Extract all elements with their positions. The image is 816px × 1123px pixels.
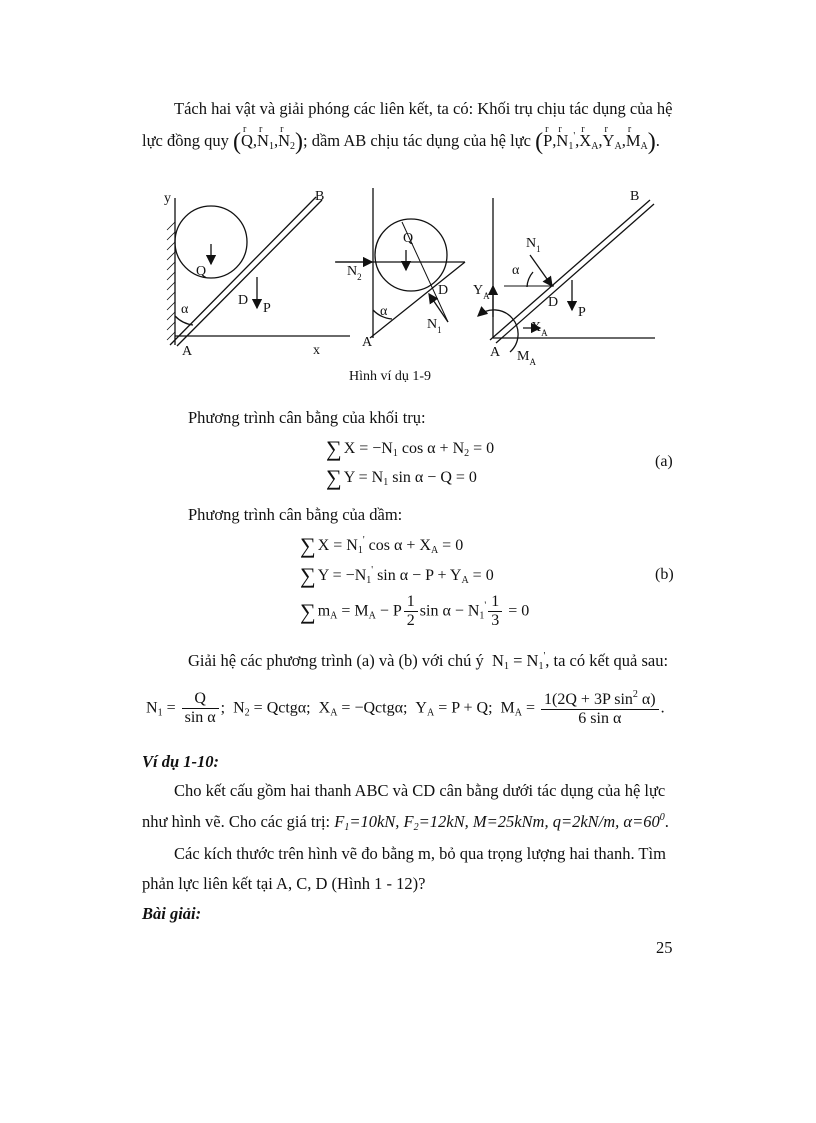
label-YA-right: $Y_A$ xyxy=(473,283,490,301)
label-alpha-mid: α xyxy=(380,304,388,319)
label-B-left: B xyxy=(315,189,325,204)
solution-title: Bài giải: xyxy=(142,904,202,923)
label-P-right: P xyxy=(578,305,586,320)
cylinder-equations-title: Phương trình cân bằng của khối trụ: xyxy=(188,408,426,427)
label-y: y xyxy=(164,191,171,206)
figure-left xyxy=(167,197,350,346)
text-concurrent-system: lực đồng quy xyxy=(142,131,229,150)
paragraph-intro-line1: Tách hai vật và giải phóng các liên kết, ta có: Khối trụ chịu tác dụng của hệ xyxy=(174,99,673,118)
equation-label-b: (b) xyxy=(655,566,674,583)
example-line3: Các kích thước trên hình vẽ đo bằng m, bỏ qua trọng lượng hai thanh. Tìm xyxy=(174,844,666,863)
text-beam-system: ; dầm AB chịu tác dụng của hệ lực xyxy=(303,131,531,150)
solve-line: Giải hệ các phương trình (a) và (b) với chú ý $N_1 = N_1'$, ta có kết quả sau: xyxy=(188,651,669,672)
label-N1-mid: $N_1$ xyxy=(427,317,442,335)
page-number: 25 xyxy=(656,938,673,957)
example-line4: phản lực liên kết tại A, C, D (Hình 1 - 12)? xyxy=(142,874,426,893)
example-line1: Cho kết cấu gồm hai thanh ABC và CD cân bằng dưới tác dụng của hệ lực xyxy=(174,781,666,800)
paragraph-intro-line2: lực đồng quy (r Q,r $N_1,r$ $N_2$); dầm AB chịu tác dụng của hệ lực (r P,r $N_1',r$ $X_A,r$ $Y_A,r$ $M_A$). xyxy=(142,119,660,165)
equation-beam-moment: ∑ $m_A = M_A - P$ $\frac{1}{2}$ $\sin \alpha - N_1'$ $\frac{1}{3}$ = 0 xyxy=(300,593,530,630)
label-D-left: D xyxy=(238,293,249,308)
label-P-left: P xyxy=(263,301,271,316)
label-N2-mid: $N_2$ xyxy=(347,264,362,282)
equation-label-a: (a) xyxy=(655,453,673,470)
label-B-right: B xyxy=(630,189,640,204)
label-MA-right: $M_A$ xyxy=(517,349,536,367)
equation-beam-y: ∑ $Y = -N_1'$ $\sin \alpha - P + Y_A = 0$ xyxy=(300,563,494,588)
example-title: Ví dụ 1-10: xyxy=(142,752,220,771)
figure-1-9 xyxy=(150,180,670,380)
label-alpha-right: α xyxy=(512,263,520,278)
label-Q-mid: Q xyxy=(403,231,414,246)
example-line2: như hình vẽ. Cho các giá trị: $F_1=10kN$, $F_2=12kN$, M=25kNm, q=2kN/m, $\alpha=60^0$. xyxy=(142,812,669,833)
label-XA-right: $X_A$ xyxy=(531,320,548,338)
label-D-mid: D xyxy=(438,283,449,298)
figure-right xyxy=(478,198,655,352)
equation-cylinder-y: ∑ $Y = N_1$ sin α − Q = 0 xyxy=(326,465,477,490)
figure-middle xyxy=(335,188,465,338)
final-results: $N_1$ = $\frac{Q}{\text{sin α}}$ ; $N_2$ = Qctgα; $X_A$ = −Qctgα; $Y_A = P + Q$; $M_A$ = $\frac{1(2Q + 3P \sin^2 \alpha)}{\text{6 sin α}}$ . xyxy=(146,689,665,728)
figure-caption: Hình ví dụ 1-9 xyxy=(349,369,432,384)
equation-beam-x: ∑ $X = N_1'$ $\cos \alpha + X_A = 0$ xyxy=(300,533,464,558)
label-N1-right: $N_1$ xyxy=(526,236,541,254)
equation-cylinder-x: ∑ $X = -N_1$ $\cos \alpha + N_2 = 0$ xyxy=(326,436,495,461)
label-A-right: A xyxy=(490,345,501,360)
label-alpha-left: α xyxy=(181,302,189,317)
beam-equations-title: Phương trình cân bằng của dầm: xyxy=(188,505,403,524)
label-A-mid: A xyxy=(362,335,373,350)
label-x: x xyxy=(313,343,320,358)
label-A-left: A xyxy=(182,344,193,359)
label-D-right: D xyxy=(548,295,559,310)
label-Q-left: Q xyxy=(196,264,207,279)
